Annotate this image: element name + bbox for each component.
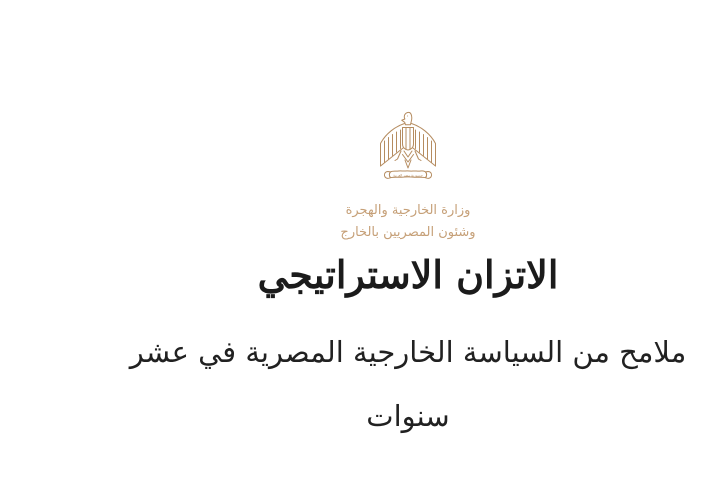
chest-shield bbox=[403, 128, 414, 151]
document-subtitle: ملامح من السياسة الخارجية المصرية في عشر سنوات bbox=[129, 335, 687, 433]
emblem-scroll-text: جمهورية مصر العربية bbox=[393, 173, 423, 178]
eagle-eye bbox=[407, 116, 408, 117]
ministry-name bbox=[92, 200, 724, 244]
eagle-head bbox=[402, 112, 412, 124]
eagle-legs bbox=[395, 151, 421, 161]
ministry-name-line1: وزارة الخارجية والهجرة bbox=[345, 203, 471, 218]
tail-feathers bbox=[403, 151, 414, 168]
shield-stripes bbox=[406, 128, 410, 150]
egypt-eagle-emblem-icon bbox=[376, 110, 440, 188]
right-wing-feathers bbox=[413, 130, 436, 166]
ministry-name-line2: وشئون المصريين بالخارج bbox=[340, 225, 476, 240]
title-block bbox=[92, 0, 724, 504]
document-title: الاتزان الاستراتيجي bbox=[257, 252, 559, 297]
left-wing-feathers bbox=[381, 130, 404, 166]
